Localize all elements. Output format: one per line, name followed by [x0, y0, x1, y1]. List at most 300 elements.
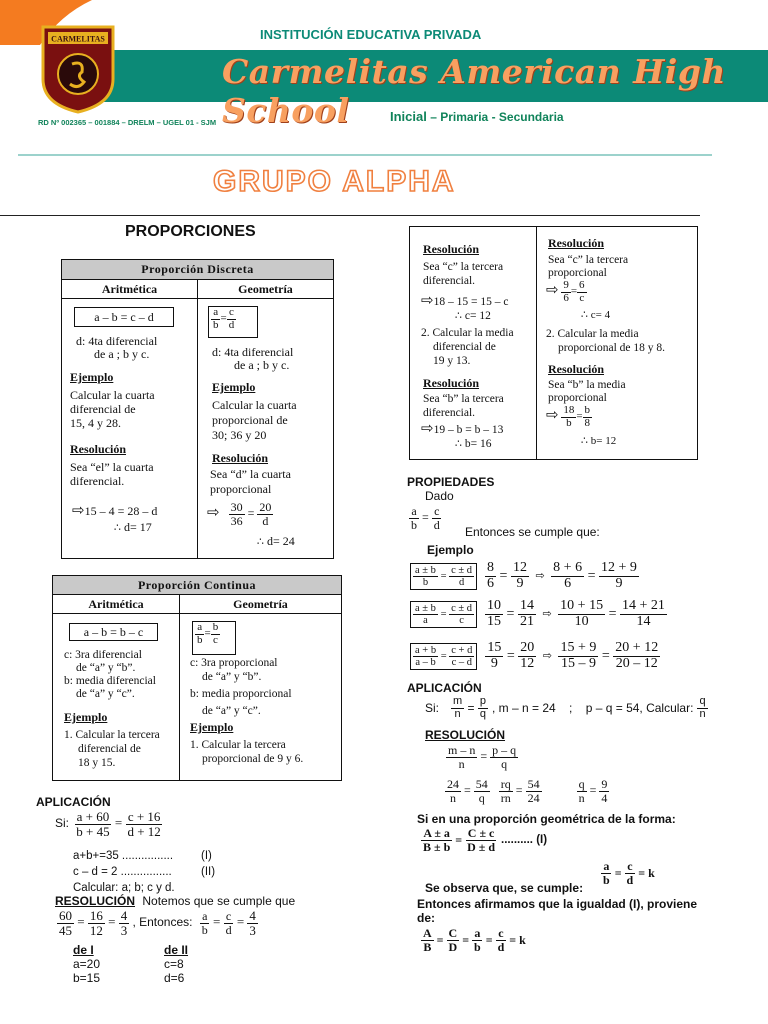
de-ii-label: de II: [164, 943, 189, 957]
entonces-label: , Entonces:: [132, 915, 193, 930]
discreta-arith-resolucion: Resolución: [70, 442, 127, 456]
propiedades-title: PROPIEDADES: [407, 475, 495, 489]
numerator: p – q: [492, 743, 517, 757]
institution-label: INSTITUCIÓN EDUCATIVA PRIVADA: [260, 27, 482, 42]
si-label: Si:: [425, 701, 440, 716]
text-line: Sea “c” la tercera: [548, 254, 629, 266]
denominator: d: [225, 922, 232, 937]
denominator: q: [479, 707, 486, 720]
denominator: b + 45: [76, 823, 110, 839]
continua-geom-ejemplo: Ejemplo: [190, 720, 234, 734]
numerator: c: [498, 926, 504, 940]
fraction: [558, 599, 605, 629]
aplicacion1-results-left: [73, 943, 100, 985]
fraction: [413, 603, 438, 626]
final-k-equation: $\frac{a}{b}$ = $\frac{c}{d}$ = k: [603, 859, 655, 887]
fraction: [445, 778, 461, 804]
discreta-arith-example: [70, 388, 155, 430]
numerator: rq: [500, 777, 511, 791]
right-arrow-icon: ⇨: [535, 569, 545, 583]
propiedad-example-1: $\frac{8}{6}$ = $\frac{12}{9}$ ⇨ $\frac{8 + 6}{6}$ = $\frac{12 + 9}{9}$: [487, 560, 637, 591]
numerator: 10: [487, 598, 502, 613]
denominator: d: [458, 576, 465, 588]
denominator: b: [213, 318, 219, 331]
numerator: b: [584, 404, 591, 416]
right-arrow-icon: ⇨: [72, 501, 85, 519]
fraction: [599, 561, 639, 591]
discreta-title: Proporción Discreta: [62, 260, 333, 280]
discreta-arith-res-text: [70, 460, 154, 488]
example-line: proporcional de: [212, 413, 288, 427]
propiedades-dado: Dado: [425, 489, 454, 503]
rb-text-4: [548, 379, 626, 405]
denominator: 6: [563, 291, 569, 304]
denominator: B: [423, 939, 432, 954]
continua-col-aritmetica: Aritmética: [53, 595, 180, 613]
denominator: 10: [574, 613, 589, 629]
de-i-label: de I: [73, 943, 94, 957]
continua-arith-example: [64, 728, 160, 770]
propiedad-formula-3: $\frac{a + b}{a - b}$ = $\frac{c + d}{c - d}$: [410, 643, 477, 670]
fraction: [449, 603, 474, 626]
k-constant: k: [519, 932, 526, 947]
discreta-geom-ejemplo: Ejemplo: [212, 380, 256, 394]
answer-text: c= 4: [590, 309, 611, 321]
denominator: c: [459, 614, 464, 626]
numerator: a: [202, 909, 208, 924]
fraction: [478, 696, 488, 720]
fraction: [485, 599, 503, 629]
denominator: 12: [89, 922, 103, 938]
equation-ref-label: .......... (I): [501, 834, 548, 847]
school-name: Carmelitas American High School: [222, 52, 726, 130]
fraction: [465, 827, 497, 853]
k-constant: k: [648, 865, 655, 880]
numerator: c ± d: [451, 564, 473, 576]
example-line: diferencial de: [78, 743, 141, 755]
fraction: [421, 927, 434, 953]
denominator: n: [454, 707, 461, 720]
final-form-equation: $\frac{A \pm a}{B \pm b}$ = $\frac{C \pm c}{D \pm d}$ .......... (I): [423, 826, 548, 854]
logo-text: CARMELITAS: [51, 34, 105, 44]
fraction: [551, 561, 584, 591]
numerator: c + d: [451, 644, 473, 656]
rb-question-2: [421, 326, 514, 368]
fraction: [257, 501, 273, 527]
fraction: [601, 860, 612, 886]
right-arrow-icon: ⇨: [542, 649, 552, 663]
fraction: [125, 810, 162, 838]
numerator: q: [578, 777, 585, 791]
example-line: 30; 36 y 20: [212, 428, 267, 442]
discreta-col-aritmetica: Aritmética: [62, 280, 198, 298]
numerator: 16: [89, 908, 103, 923]
fraction: [490, 744, 518, 770]
rb-text-3: [548, 254, 628, 280]
denominator: 8: [584, 416, 591, 429]
numerator: m – n: [448, 743, 476, 757]
fraction: [195, 622, 205, 646]
numerator: c: [229, 306, 234, 318]
resolucion-text: Notemos que se cumple que: [142, 894, 296, 908]
denominator: a – b: [415, 656, 436, 668]
continua-arith-ejemplo: Ejemplo: [64, 710, 108, 724]
fraction: [451, 696, 464, 720]
fraction: [697, 696, 707, 720]
denominator: 3: [249, 922, 256, 938]
denominator: c – d: [451, 656, 473, 668]
res-line: diferencial.: [70, 474, 125, 488]
conditions-text: , m – n = 24 ; p – q = 54, Calcular:: [492, 701, 694, 716]
note-line: de a ; b y c.: [94, 347, 150, 361]
continua-geom-formula: $\frac{a}{b}$ = $\frac{b}{c}$: [192, 621, 236, 655]
numerator: a: [603, 859, 610, 873]
denominator: b: [566, 416, 572, 429]
fraction: [620, 599, 667, 629]
text-line: Sea “b” la media: [548, 379, 626, 391]
denominator: 21: [519, 613, 534, 629]
numerator: 15 + 9: [560, 640, 597, 655]
denominator: 45: [59, 922, 72, 938]
discreta-geom-example: [212, 398, 297, 443]
numerator: a ± b: [415, 564, 436, 576]
denominator: q: [501, 756, 508, 771]
numerator: c ± d: [451, 602, 473, 614]
denominator: c: [213, 633, 218, 646]
propiedad-formula-1: $\frac{a \pm b}{b}$ = $\frac{c \pm d}{d}$: [410, 563, 477, 590]
denominator: 9: [516, 575, 524, 591]
numerator: 4: [120, 908, 128, 923]
numerator: 60: [59, 908, 72, 923]
note-line: b: media proporcional: [190, 688, 292, 700]
therefore-icon: ∴: [581, 308, 588, 321]
denominator: 9: [490, 655, 498, 671]
discreta-arith-equation: [72, 501, 157, 519]
fraction: [472, 927, 483, 953]
fraction: [625, 860, 636, 886]
numerator: 24: [447, 777, 459, 791]
numerator: c: [225, 909, 232, 924]
text-line: proporcional: [548, 392, 607, 404]
fraction: [409, 505, 419, 531]
denominator: 6: [564, 575, 572, 591]
continua-col-divider: [179, 613, 180, 780]
rd-number: RD Nº 002365 – 001884 – DRELM – UGEL 01 - SJM: [38, 118, 217, 127]
aplicacion2-title: APLICACIÓN: [407, 681, 482, 695]
text-line: Entonces afirmamos que la igualdad (I), proviene: [417, 897, 698, 911]
title-rule: [0, 215, 700, 216]
therefore-icon: ∴: [455, 437, 462, 450]
therefore-icon: ∴: [114, 521, 121, 534]
fraction: [485, 641, 503, 671]
fraction: [229, 501, 245, 527]
text-line: Sea “c” la tercera: [423, 261, 504, 273]
aplicacion2-step-2: $\frac{24}{n}$ = $\frac{54}{q}$ $\frac{rq}{rn}$ = $\frac{54}{24}$ $\frac{q}{n}$ = $\frac{9}{4}$: [447, 777, 608, 805]
example-line: Calcular la cuarta: [212, 398, 297, 412]
note-line: c: 3ra proporcional: [190, 657, 278, 669]
aplicacion1-ratios: $\frac{60}{45}$ = $\frac{16}{12}$ = $\frac{4}{3}$ , Entonces: $\frac{a}{b}$ = $\frac{c}{d}$ = $\frac{4}{3}$: [59, 908, 256, 938]
denominator: 9: [615, 575, 623, 591]
fraction: [432, 505, 442, 531]
numerator: 12: [512, 560, 527, 575]
fraction: [449, 565, 474, 588]
numerator: C: [448, 926, 458, 940]
group-title: GRUPO ALPHA: [213, 165, 456, 198]
denominator: 20 – 12: [615, 655, 658, 671]
fraction: [200, 910, 210, 936]
numerator: p: [479, 695, 486, 707]
discreta-col-headers: [62, 280, 333, 299]
numerator: 6: [579, 279, 585, 291]
fraction: [446, 744, 477, 770]
resolucion-box-divider: [536, 227, 537, 459]
example-line: proporcional de 9 y 6.: [202, 753, 304, 765]
denominator: c: [579, 291, 585, 304]
rb-answer-4: [581, 434, 616, 447]
text-line: Sea “b” la tercera: [423, 393, 504, 405]
res-line: Sea “d” la cuarta: [210, 467, 291, 481]
fraction: [561, 405, 576, 429]
aplicacion1-equation: Si: $\frac{a + 60}{b + 45}$ = $\frac{c + 16}{d + 12}$: [55, 809, 161, 839]
answer-text: d= 24: [267, 534, 295, 548]
school-shield-logo: [38, 24, 118, 114]
rb-answer-2: [455, 437, 492, 450]
denominator: q: [478, 790, 485, 805]
fraction: [413, 565, 438, 588]
result-d: d=6: [164, 971, 185, 985]
denominator: d: [228, 318, 235, 331]
denominator: d: [626, 872, 634, 887]
numerator: 9: [563, 279, 569, 291]
numerator: 54: [475, 777, 488, 791]
propiedad-example-3: $\frac{15}{9}$ = $\frac{20}{12}$ ⇨ $\frac{15 + 9}{15 - 9}$ = $\frac{20 + 12}{20 - 12}$: [487, 640, 659, 671]
aplicacion1-conditions: [73, 848, 215, 896]
rb-question-4: [546, 327, 665, 355]
fraction: [57, 909, 74, 937]
numerator: 15: [487, 640, 502, 655]
fraction: [518, 599, 536, 629]
fraction: [224, 910, 234, 936]
question-line: 2. Calcular la media: [421, 327, 514, 339]
fraction: [561, 280, 571, 304]
continua-col-geometria: Geometría: [233, 597, 288, 611]
calcular-text: Calcular: a; b; c y d.: [73, 882, 175, 894]
propiedad-row-3: [410, 641, 660, 671]
denominator: b: [474, 939, 481, 954]
numerator: A ± a: [423, 826, 450, 840]
resolucion-label: RESOLUCIÓN: [55, 894, 136, 908]
denominator: rn: [500, 790, 511, 805]
rb-equation-4: ⇨ $\frac{18}{b}$ = $\frac{b}{8}$: [546, 404, 591, 429]
numerator: 20 + 12: [615, 640, 659, 655]
numerator: c: [434, 504, 440, 518]
propiedad-row-1: [410, 561, 639, 591]
fraction: [211, 622, 221, 646]
fraction: [485, 561, 496, 591]
note-line: de “a” y “c”.: [76, 688, 135, 700]
example-line: 15, 4 y 28.: [70, 416, 121, 430]
numerator: b: [212, 621, 219, 633]
res-line: proporcional: [210, 482, 272, 496]
example-line: 1. Calcular la tercera: [190, 739, 286, 751]
result-b: b=15: [73, 971, 101, 985]
numerator: 9: [601, 777, 608, 791]
discreta-arith-formula: a – b = c – d: [74, 307, 174, 327]
fraction: [449, 645, 474, 668]
aplicacion2-statement: Si: $\frac{m}{n}$ = $\frac{p}{q}$ , m – n = 24 ; p – q = 54, Calcular: $\frac{q}{n}$: [425, 695, 706, 720]
propiedades-entonces: Entonces se cumple que:: [465, 525, 600, 539]
condition-row: [73, 848, 215, 864]
condition-ref: (II): [201, 866, 216, 878]
denominator: 6: [487, 575, 495, 591]
fraction: [247, 909, 258, 937]
text-line: diferencial.: [423, 275, 476, 287]
denominator: d + 12: [127, 823, 161, 839]
condition-ref: (I): [201, 850, 212, 862]
fraction: [526, 778, 542, 804]
discreta-arith-answer: [114, 520, 152, 535]
numerator: 54: [527, 777, 540, 791]
text-line: proporcional: [548, 267, 607, 279]
fraction: [421, 827, 452, 853]
numerator: 20: [520, 640, 535, 655]
fraction: [613, 641, 660, 671]
fraction: [558, 641, 598, 671]
discreta-arith-ejemplo: Ejemplo: [70, 370, 114, 384]
result-c: c=8: [164, 957, 184, 971]
numerator: 14 + 21: [621, 598, 665, 613]
denominator: n: [450, 790, 456, 805]
denominator: 15 – 9: [560, 655, 596, 671]
note-line: de “a” y “b”.: [202, 670, 262, 683]
fraction: [496, 927, 507, 953]
denominator: 14: [636, 613, 651, 629]
rb-resolucion-1: Resolución: [423, 242, 480, 256]
numerator: C ± c: [467, 826, 495, 840]
si-label: Si:: [55, 816, 70, 831]
propiedad-example-2: $\frac{10}{15}$ = $\frac{14}{21}$ ⇨ $\frac{10 + 15}{10}$ = $\frac{14 + 21}{14}$: [487, 598, 665, 629]
final-observa: Se observa que, se cumple:: [425, 881, 584, 895]
fraction: [583, 405, 593, 429]
denominator: 4: [601, 790, 608, 805]
levels-line: [390, 109, 564, 124]
right-arrow-icon: ⇨: [421, 291, 434, 309]
propiedades-ejemplo: Ejemplo: [427, 543, 474, 557]
answer-text: c= 12: [464, 310, 491, 322]
question-line: 2. Calcular la media: [546, 328, 639, 340]
denominator: b: [201, 922, 208, 937]
level-inicial: Inicial: [390, 109, 427, 124]
note-line: d: 4ta diferencial: [76, 334, 158, 348]
question-line: proporcional de 18 y 8.: [558, 342, 665, 354]
discreta-geom-equation: ⇨ $\frac{30}{36}$ = $\frac{20}{d}$: [207, 500, 272, 528]
denominator: b: [197, 633, 203, 646]
denominator: 15: [487, 613, 502, 629]
example-line: Calcular la cuarta: [70, 388, 155, 402]
denominator: B ± b: [423, 839, 451, 854]
right-arrow-icon: ⇨: [421, 419, 434, 437]
note-line: de a ; b y c.: [234, 358, 290, 372]
answer-text: b= 12: [590, 435, 617, 447]
numerator: a: [213, 306, 219, 318]
final-line-1: Si en una proporción geométrica de la forma:: [417, 812, 676, 826]
question-line: 19 y 13.: [433, 355, 471, 367]
numerator: 20: [259, 500, 272, 514]
text-line: de:: [417, 911, 435, 925]
text-line: diferencial.: [423, 407, 476, 419]
right-arrow-icon: ⇨: [542, 607, 552, 621]
denominator: d: [433, 517, 440, 532]
discreta-geom-resolucion: Resolución: [212, 451, 269, 465]
numerator: a + b: [415, 644, 437, 656]
final-entonces: [417, 897, 697, 925]
right-arrow-icon: ⇨: [546, 280, 559, 299]
fraction: [577, 280, 587, 304]
numerator: A: [423, 926, 432, 940]
fraction: [447, 927, 460, 953]
denominator: d: [497, 939, 505, 954]
fraction: [511, 561, 529, 591]
numerator: a + 60: [76, 809, 110, 824]
rb-resolucion-3: Resolución: [548, 236, 605, 250]
denominator: D ± d: [467, 839, 496, 854]
numerator: 8 + 6: [553, 560, 583, 575]
aplicacion1-results-right: [164, 943, 188, 985]
numerator: m: [453, 695, 463, 707]
equation-text: 15 – 4 = 28 – d: [84, 504, 158, 518]
result-a: a=20: [73, 957, 101, 971]
denominator: d: [262, 513, 269, 528]
condition-row: [73, 864, 215, 880]
numerator: a: [411, 504, 417, 518]
fraction: [499, 778, 513, 804]
rb-equation-2: [421, 419, 503, 437]
final-origin-equation: $\frac{A}{B}$ = $\frac{C}{D}$ = $\frac{a}{b}$ = $\frac{c}{d}$ = k: [423, 926, 526, 954]
continua-geom-example: [190, 738, 303, 766]
propiedades-base: $\frac{a}{b}$ = $\frac{c}{d}$: [411, 504, 440, 532]
denominator: a: [423, 614, 428, 626]
denominator: n: [458, 756, 465, 771]
rb-resolucion-2: Resolución: [423, 376, 480, 390]
denominator: n: [578, 790, 585, 805]
numerator: 10 + 15: [560, 598, 604, 613]
condition-text: c – d = 2 ................: [73, 866, 172, 878]
denominator: 12: [520, 655, 535, 671]
example-line: 1. Calcular la tercera: [64, 729, 160, 741]
denominator: b: [411, 517, 417, 532]
answer-text: b= 16: [464, 438, 492, 450]
discreta-geom-answer: [257, 534, 295, 549]
rb-answer-1: [455, 309, 491, 322]
right-arrow-icon: ⇨: [546, 405, 559, 424]
discreta-geom-res-text: [210, 467, 291, 497]
fraction: [211, 307, 221, 331]
fraction: [518, 641, 536, 671]
denominator: 3: [120, 922, 128, 938]
example-line: 18 y 15.: [78, 757, 116, 769]
continua-geom-notes: [190, 657, 292, 718]
fraction: [474, 778, 490, 804]
fraction: [74, 810, 111, 838]
aplicacion1-title: APLICACIÓN: [36, 795, 111, 809]
fraction: [599, 778, 609, 804]
discreta-geom-note: [212, 346, 293, 372]
numerator: a: [197, 621, 203, 633]
continua-arith-formula: a – b = b – c: [69, 623, 158, 641]
note-line: b: media diferencial: [64, 675, 156, 687]
aplicacion2-resolucion: RESOLUCIÓN: [425, 728, 506, 742]
continua-col-headers: [53, 595, 341, 614]
